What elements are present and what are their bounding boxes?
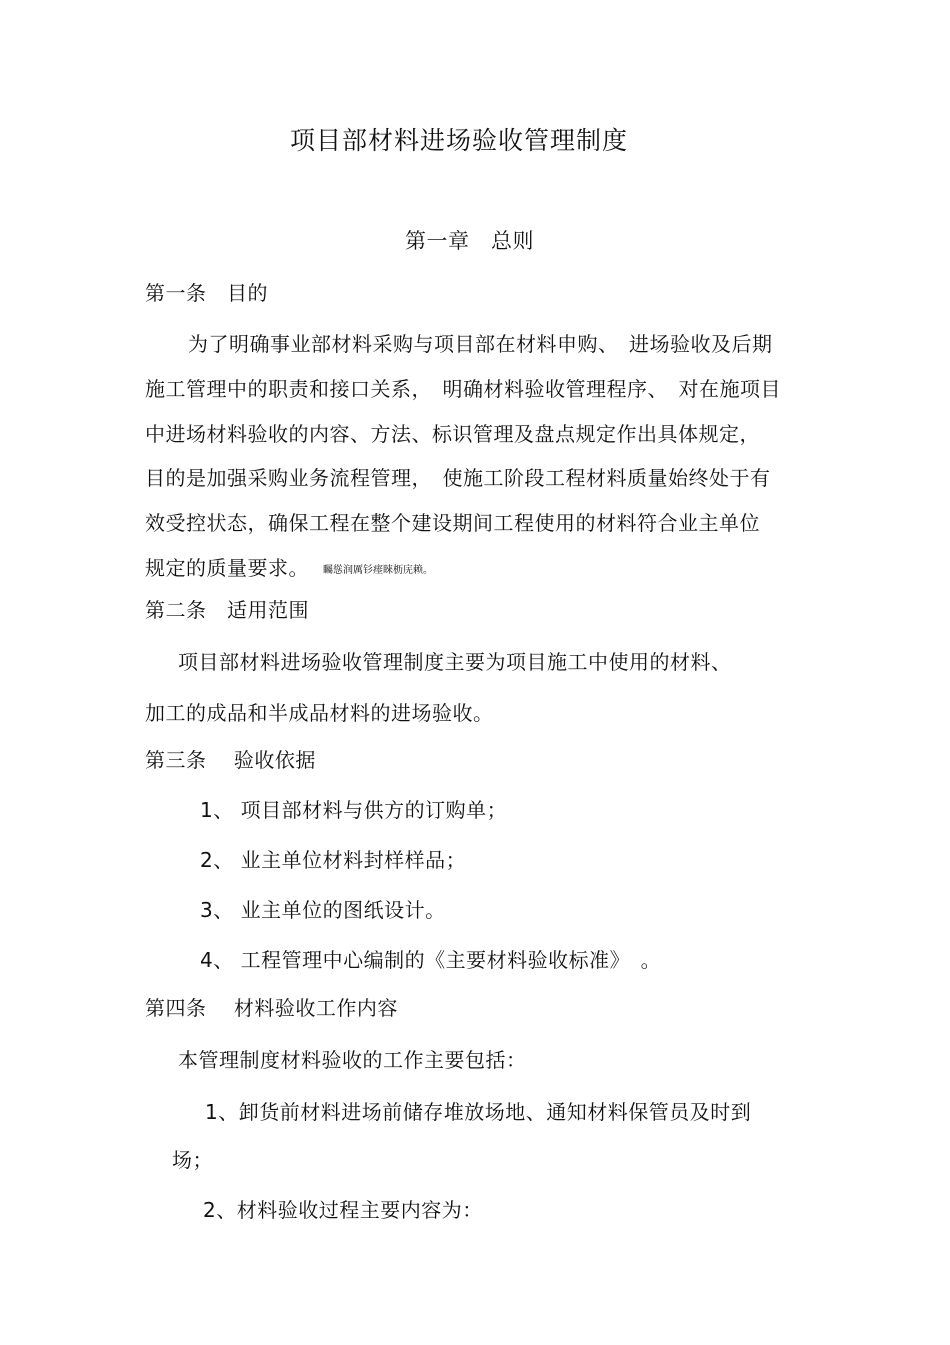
paragraph-line: 效受控状态，确保工程在整个建设期间工程使用的材料符合业主单位 xyxy=(145,511,760,535)
garbled-text: 矚慫润厲钐瘗睞枥庑赖。 xyxy=(323,565,433,576)
paragraph-line: 为了明确事业部材料采购与项目部在材料申购、 进场验收及后期 xyxy=(188,332,773,356)
paragraph-line: 施工管理中的职责和接口关系， 明确材料验收管理程序、 对在施项目 xyxy=(145,377,781,401)
article-heading: 第二条 适用范围 xyxy=(145,598,309,622)
list-item: 1、卸货前材料进场前储存堆放场地、通知材料保管员及时到 xyxy=(205,1100,752,1124)
paragraph-line: 规定的质量要求。 xyxy=(145,556,309,580)
paragraph-line: 中进场材料验收的内容、方法、标识管理及盘点规定作出具体规定， xyxy=(145,422,760,446)
article-heading: 第一条 目的 xyxy=(145,281,268,305)
article-heading: 第三条 验收依据 xyxy=(145,748,316,772)
list-item: 4、 工程管理中心编制的《主要材料验收标准》 。 xyxy=(200,948,662,972)
chapter-heading: 第一章 总则 xyxy=(405,229,534,253)
list-item: 3、 业主单位的图纸设计。 xyxy=(200,898,446,922)
document-title: 项目部材料进场验收管理制度 xyxy=(290,126,629,155)
article-heading: 第四条 材料验收工作内容 xyxy=(145,996,398,1020)
paragraph-line: 项目部材料进场验收管理制度主要为项目施工中使用的材料、 xyxy=(178,650,732,674)
paragraph-line: 目的是加强采购业务流程管理， 使施工阶段工程材料质量始终处于有 xyxy=(145,466,771,490)
list-item: 2、 业主单位材料封样样品； xyxy=(200,848,467,872)
list-item: 2、材料验收过程主要内容为： xyxy=(203,1198,483,1222)
list-item: 1、 项目部材料与供方的订购单； xyxy=(200,798,508,822)
paragraph-line: 加工的成品和半成品材料的进场验收。 xyxy=(145,701,494,725)
list-item-continuation: 场； xyxy=(172,1148,213,1172)
paragraph-line: 本管理制度材料验收的工作主要包括： xyxy=(178,1048,527,1072)
